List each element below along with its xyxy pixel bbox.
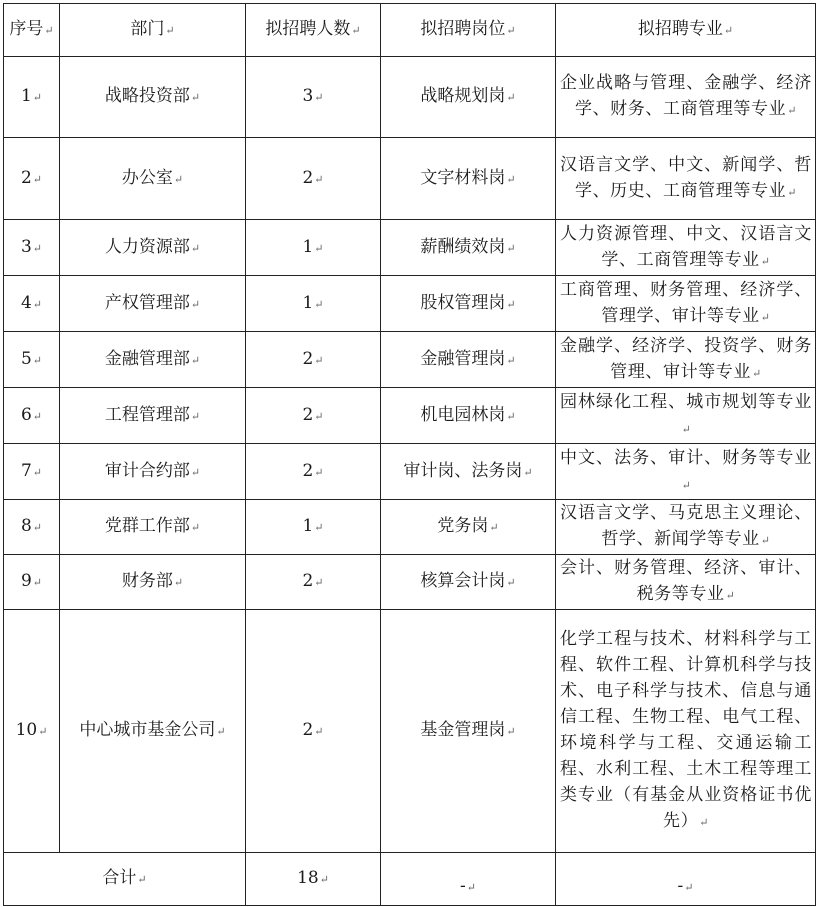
cell-no: 4↵	[4, 276, 60, 332]
cell-post: 党务岗↵	[381, 500, 556, 555]
table-row	[4, 555, 816, 610]
total-count: 18↵	[246, 853, 381, 906]
cell-major: 中文、法务、审计、财务等专业↵	[556, 444, 816, 500]
cell-post: 机电园林岗↵	[381, 388, 556, 444]
cell-count: 1↵	[246, 276, 381, 332]
table-row	[4, 610, 816, 853]
cell-dept: 审计合约部↵	[60, 444, 246, 500]
cell-no: 5↵	[4, 332, 60, 388]
cell-major: 汉语言文学、中文、新闻学、哲学、历史、工商管理等专业↵	[556, 138, 816, 220]
total-post: -↵	[381, 853, 556, 906]
table-row	[4, 332, 816, 388]
cell-count: 2↵	[246, 138, 381, 220]
cell-post: 股权管理岗↵	[381, 276, 556, 332]
cell-dept: 金融管理部↵	[60, 332, 246, 388]
table-row	[4, 138, 816, 220]
cell-major: 人力资源管理、中文、汉语言文学、工商管理等专业↵	[556, 220, 816, 276]
cell-major: 金融学、经济学、投资学、财务管理、审计等专业↵	[556, 332, 816, 388]
cell-post: 文字材料岗↵	[381, 138, 556, 220]
cell-dept: 人力资源部↵	[60, 220, 246, 276]
cell-post: 审计岗、法务岗↵	[381, 444, 556, 500]
total-label: 合计↵	[4, 853, 246, 906]
cell-post: 金融管理岗↵	[381, 332, 556, 388]
cell-dept: 财务部↵	[60, 555, 246, 610]
cell-no: 1↵	[4, 57, 60, 138]
cell-post: 薪酬绩效岗↵	[381, 220, 556, 276]
cell-count: 2↵	[246, 332, 381, 388]
cell-major: 会计、财务管理、经济、审计、税务等专业↵	[556, 555, 816, 610]
cell-count: 2↵	[246, 610, 381, 853]
cell-dept: 战略投资部↵	[60, 57, 246, 138]
cell-post: 核算会计岗↵	[381, 555, 556, 610]
cell-count: 2↵	[246, 555, 381, 610]
header-post: 拟招聘岗位↵	[381, 4, 556, 57]
cell-count: 3↵	[246, 57, 381, 138]
cell-no: 10↵	[4, 610, 60, 853]
cell-no: 9↵	[4, 555, 60, 610]
cell-post: 基金管理岗↵	[381, 610, 556, 853]
cell-dept: 产权管理部↵	[60, 276, 246, 332]
table-row	[4, 220, 816, 276]
cell-count: 2↵	[246, 444, 381, 500]
cell-major: 汉语言文学、马克思主义理论、哲学、新闻学等专业↵	[556, 500, 816, 555]
cell-major: 工商管理、财务管理、经济学、管理学、审计等专业↵	[556, 276, 816, 332]
cell-dept: 工程管理部↵	[60, 388, 246, 444]
cell-no: 6↵	[4, 388, 60, 444]
cell-no: 3↵	[4, 220, 60, 276]
header-major: 拟招聘专业↵	[556, 4, 816, 57]
table-row	[4, 57, 816, 138]
table-row	[4, 388, 816, 444]
cell-no: 7↵	[4, 444, 60, 500]
cell-dept: 办公室↵	[60, 138, 246, 220]
header-dept: 部门↵	[60, 4, 246, 57]
cell-dept: 党群工作部↵	[60, 500, 246, 555]
cell-major: 化学工程与技术、材料科学与工程、软件工程、计算机科学与技术、电子科学与技术、信息与通信工程、生物工程、电气工程、环境科学与工程、交通运输工程、水利工程、土木工程等理工类专业（有基金从业资格证书优先）↵	[556, 610, 816, 853]
table-row	[4, 500, 816, 555]
cell-major: 企业战略与管理、金融学、经济学、财务、工商管理等专业↵	[556, 57, 816, 138]
cell-dept: 中心城市基金公司↵	[60, 610, 246, 853]
total-row	[4, 853, 816, 906]
recruitment-table	[3, 3, 816, 906]
table-header-row	[4, 4, 816, 57]
table-row	[4, 444, 816, 500]
cell-major: 园林绿化工程、城市规划等专业↵	[556, 388, 816, 444]
cell-no: 2↵	[4, 138, 60, 220]
table-row	[4, 276, 816, 332]
header-count: 拟招聘人数↵	[246, 4, 381, 57]
cell-count: 1↵	[246, 220, 381, 276]
header-no: 序号↵	[4, 4, 60, 57]
cell-no: 8↵	[4, 500, 60, 555]
cell-count: 1↵	[246, 500, 381, 555]
total-major: -↵	[556, 853, 816, 906]
cell-post: 战略规划岗↵	[381, 57, 556, 138]
cell-count: 2↵	[246, 388, 381, 444]
